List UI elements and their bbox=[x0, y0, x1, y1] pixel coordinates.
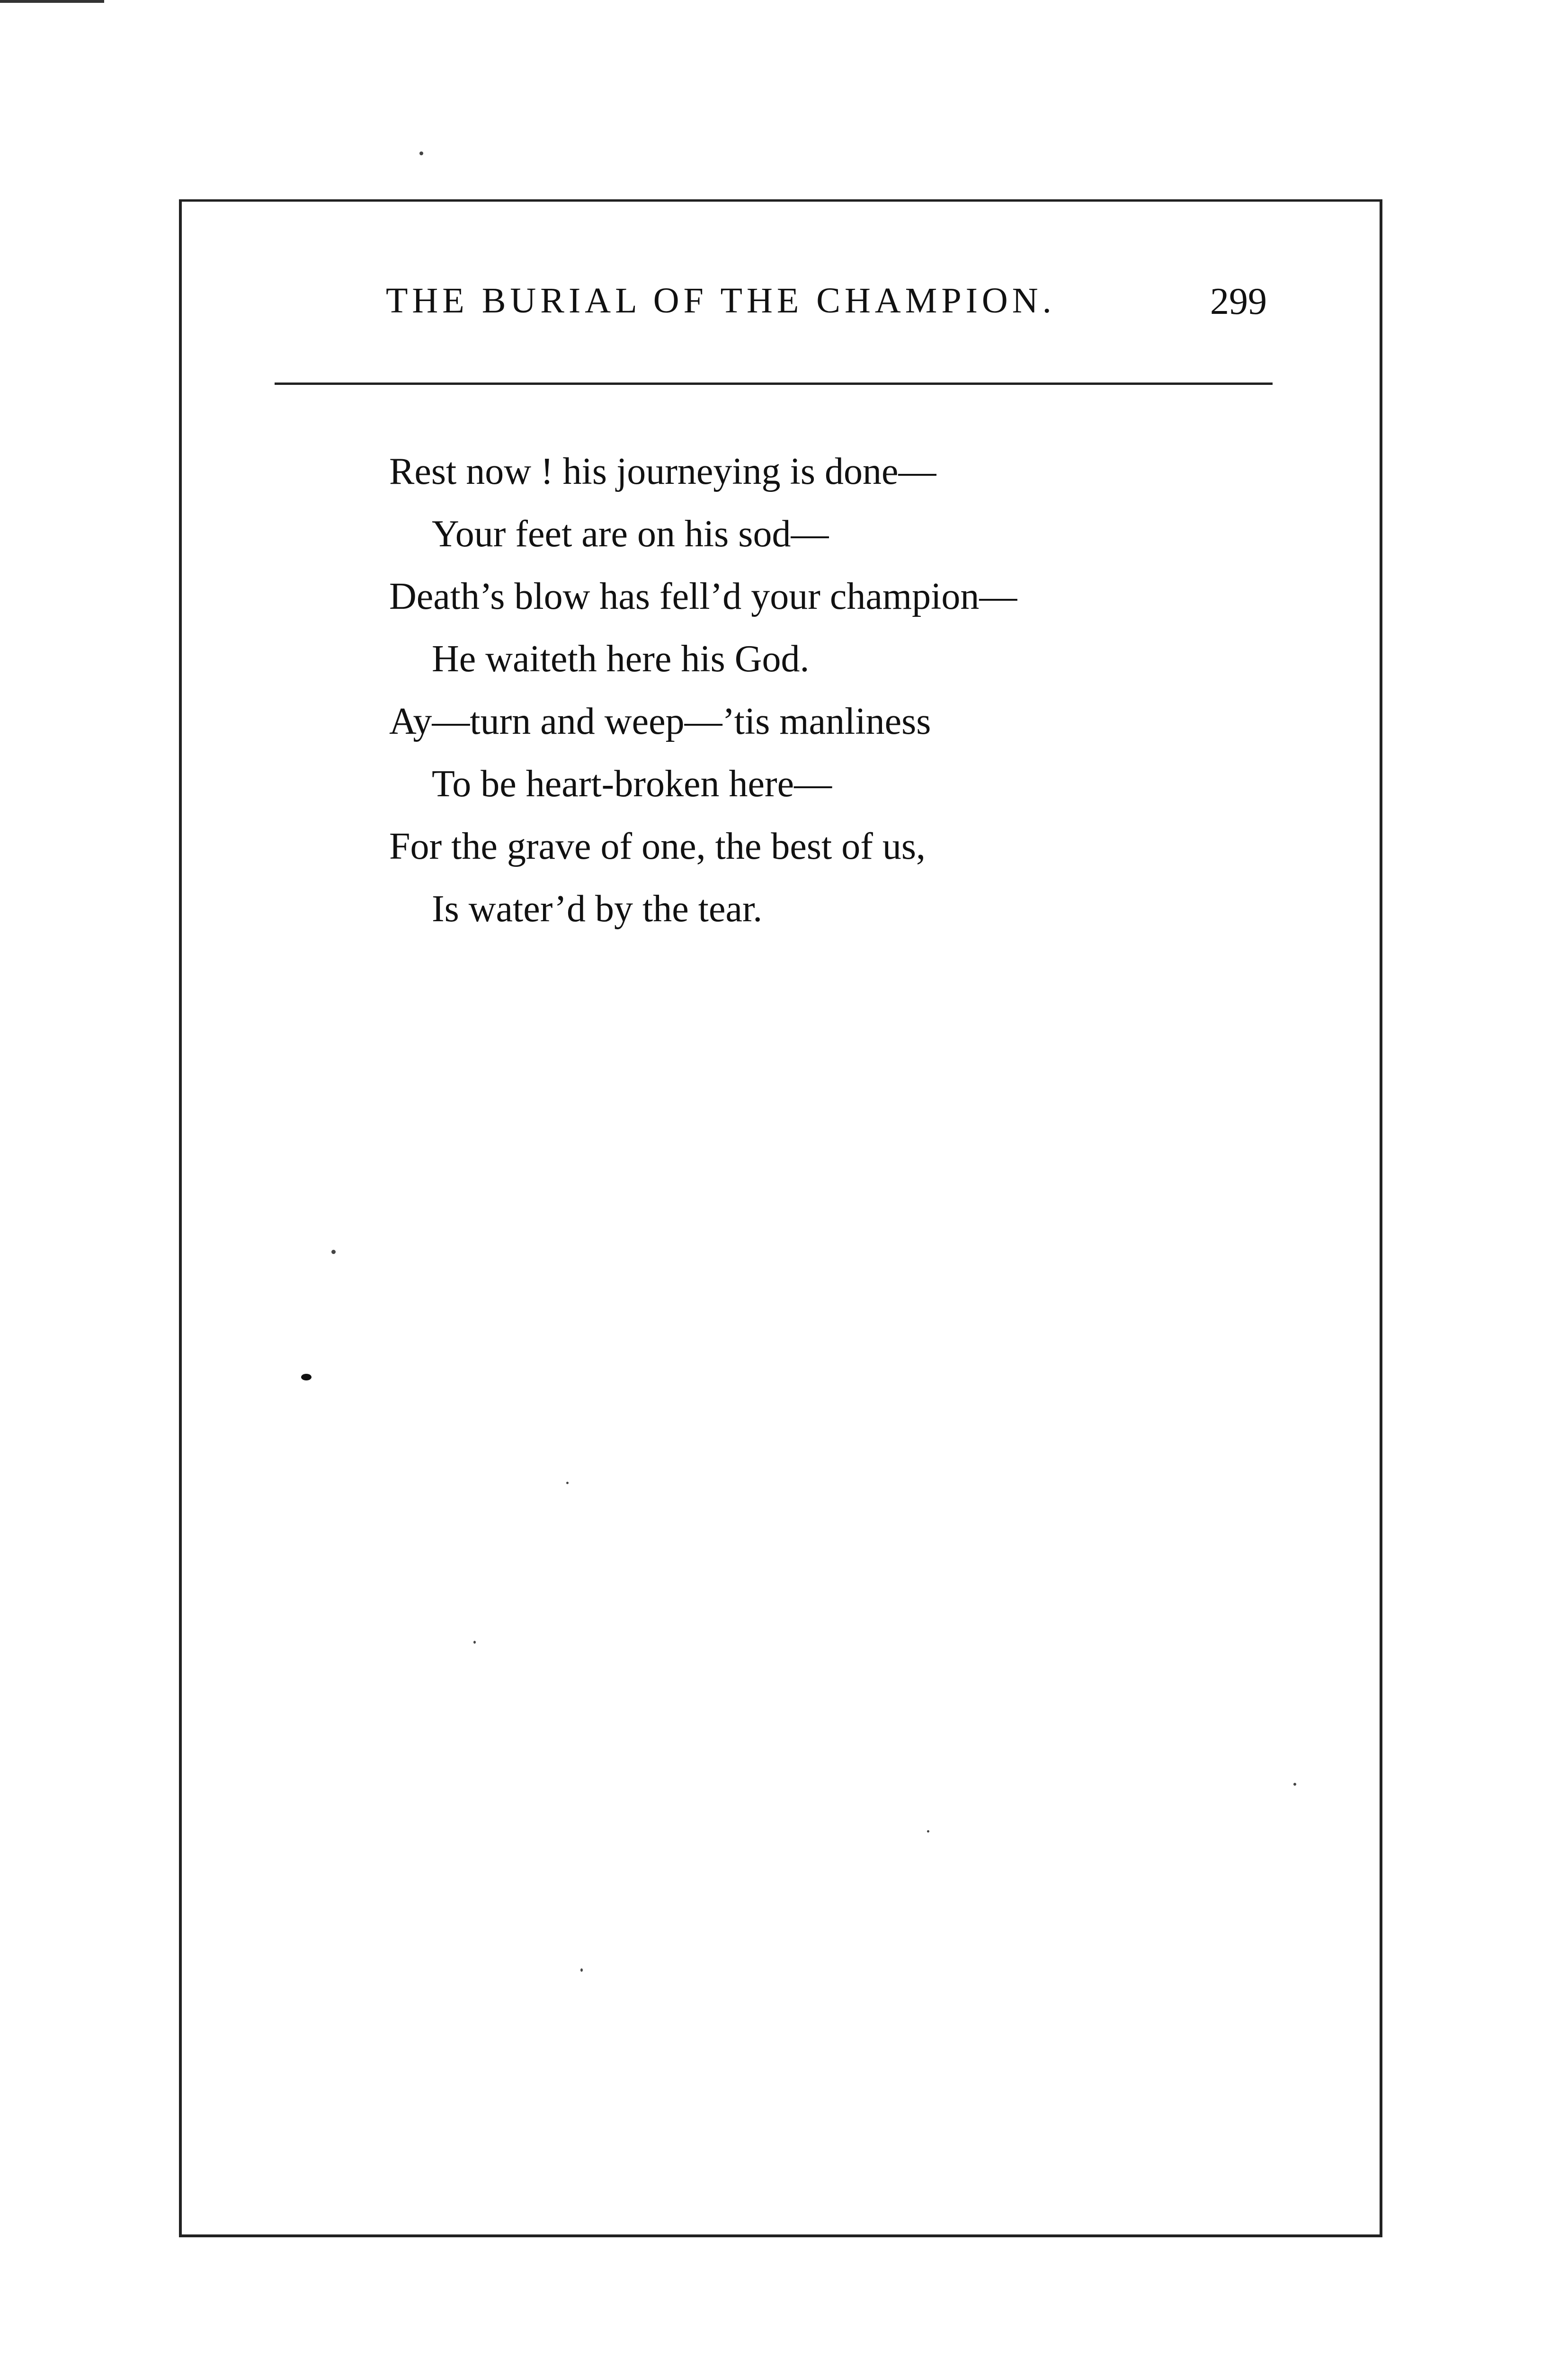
poem-line: For the grave of one, the best of us, bbox=[389, 826, 926, 867]
poem-line: To be heart-broken here— bbox=[432, 763, 832, 805]
scan-speck bbox=[580, 1968, 583, 1972]
running-head-title: THE BURIAL OF THE CHAMPION. bbox=[386, 281, 1056, 320]
header-rule bbox=[275, 383, 1273, 385]
scan-edge-mark bbox=[0, 0, 104, 3]
poem-line: He waiteth here his God. bbox=[432, 638, 810, 680]
page-number: 299 bbox=[1210, 281, 1267, 322]
scan-speck bbox=[301, 1374, 312, 1380]
poem-stanza bbox=[389, 440, 1017, 940]
scan-speck bbox=[331, 1250, 336, 1254]
poem-line: Ay—turn and weep—’tis manliness bbox=[389, 701, 931, 742]
poem-line: Your feet are on his sod— bbox=[432, 513, 829, 555]
scan-speck bbox=[1293, 1783, 1296, 1786]
poem-line: Is water’d by the tear. bbox=[432, 888, 763, 930]
scan-speck bbox=[566, 1482, 569, 1484]
poem-line: Rest now ! his journeying is done— bbox=[389, 451, 936, 492]
scan-speck bbox=[419, 151, 423, 155]
poem-line: Death’s blow has fell’d your champion— bbox=[389, 576, 1017, 617]
scan-speck bbox=[927, 1830, 929, 1833]
scan-speck bbox=[473, 1641, 476, 1644]
